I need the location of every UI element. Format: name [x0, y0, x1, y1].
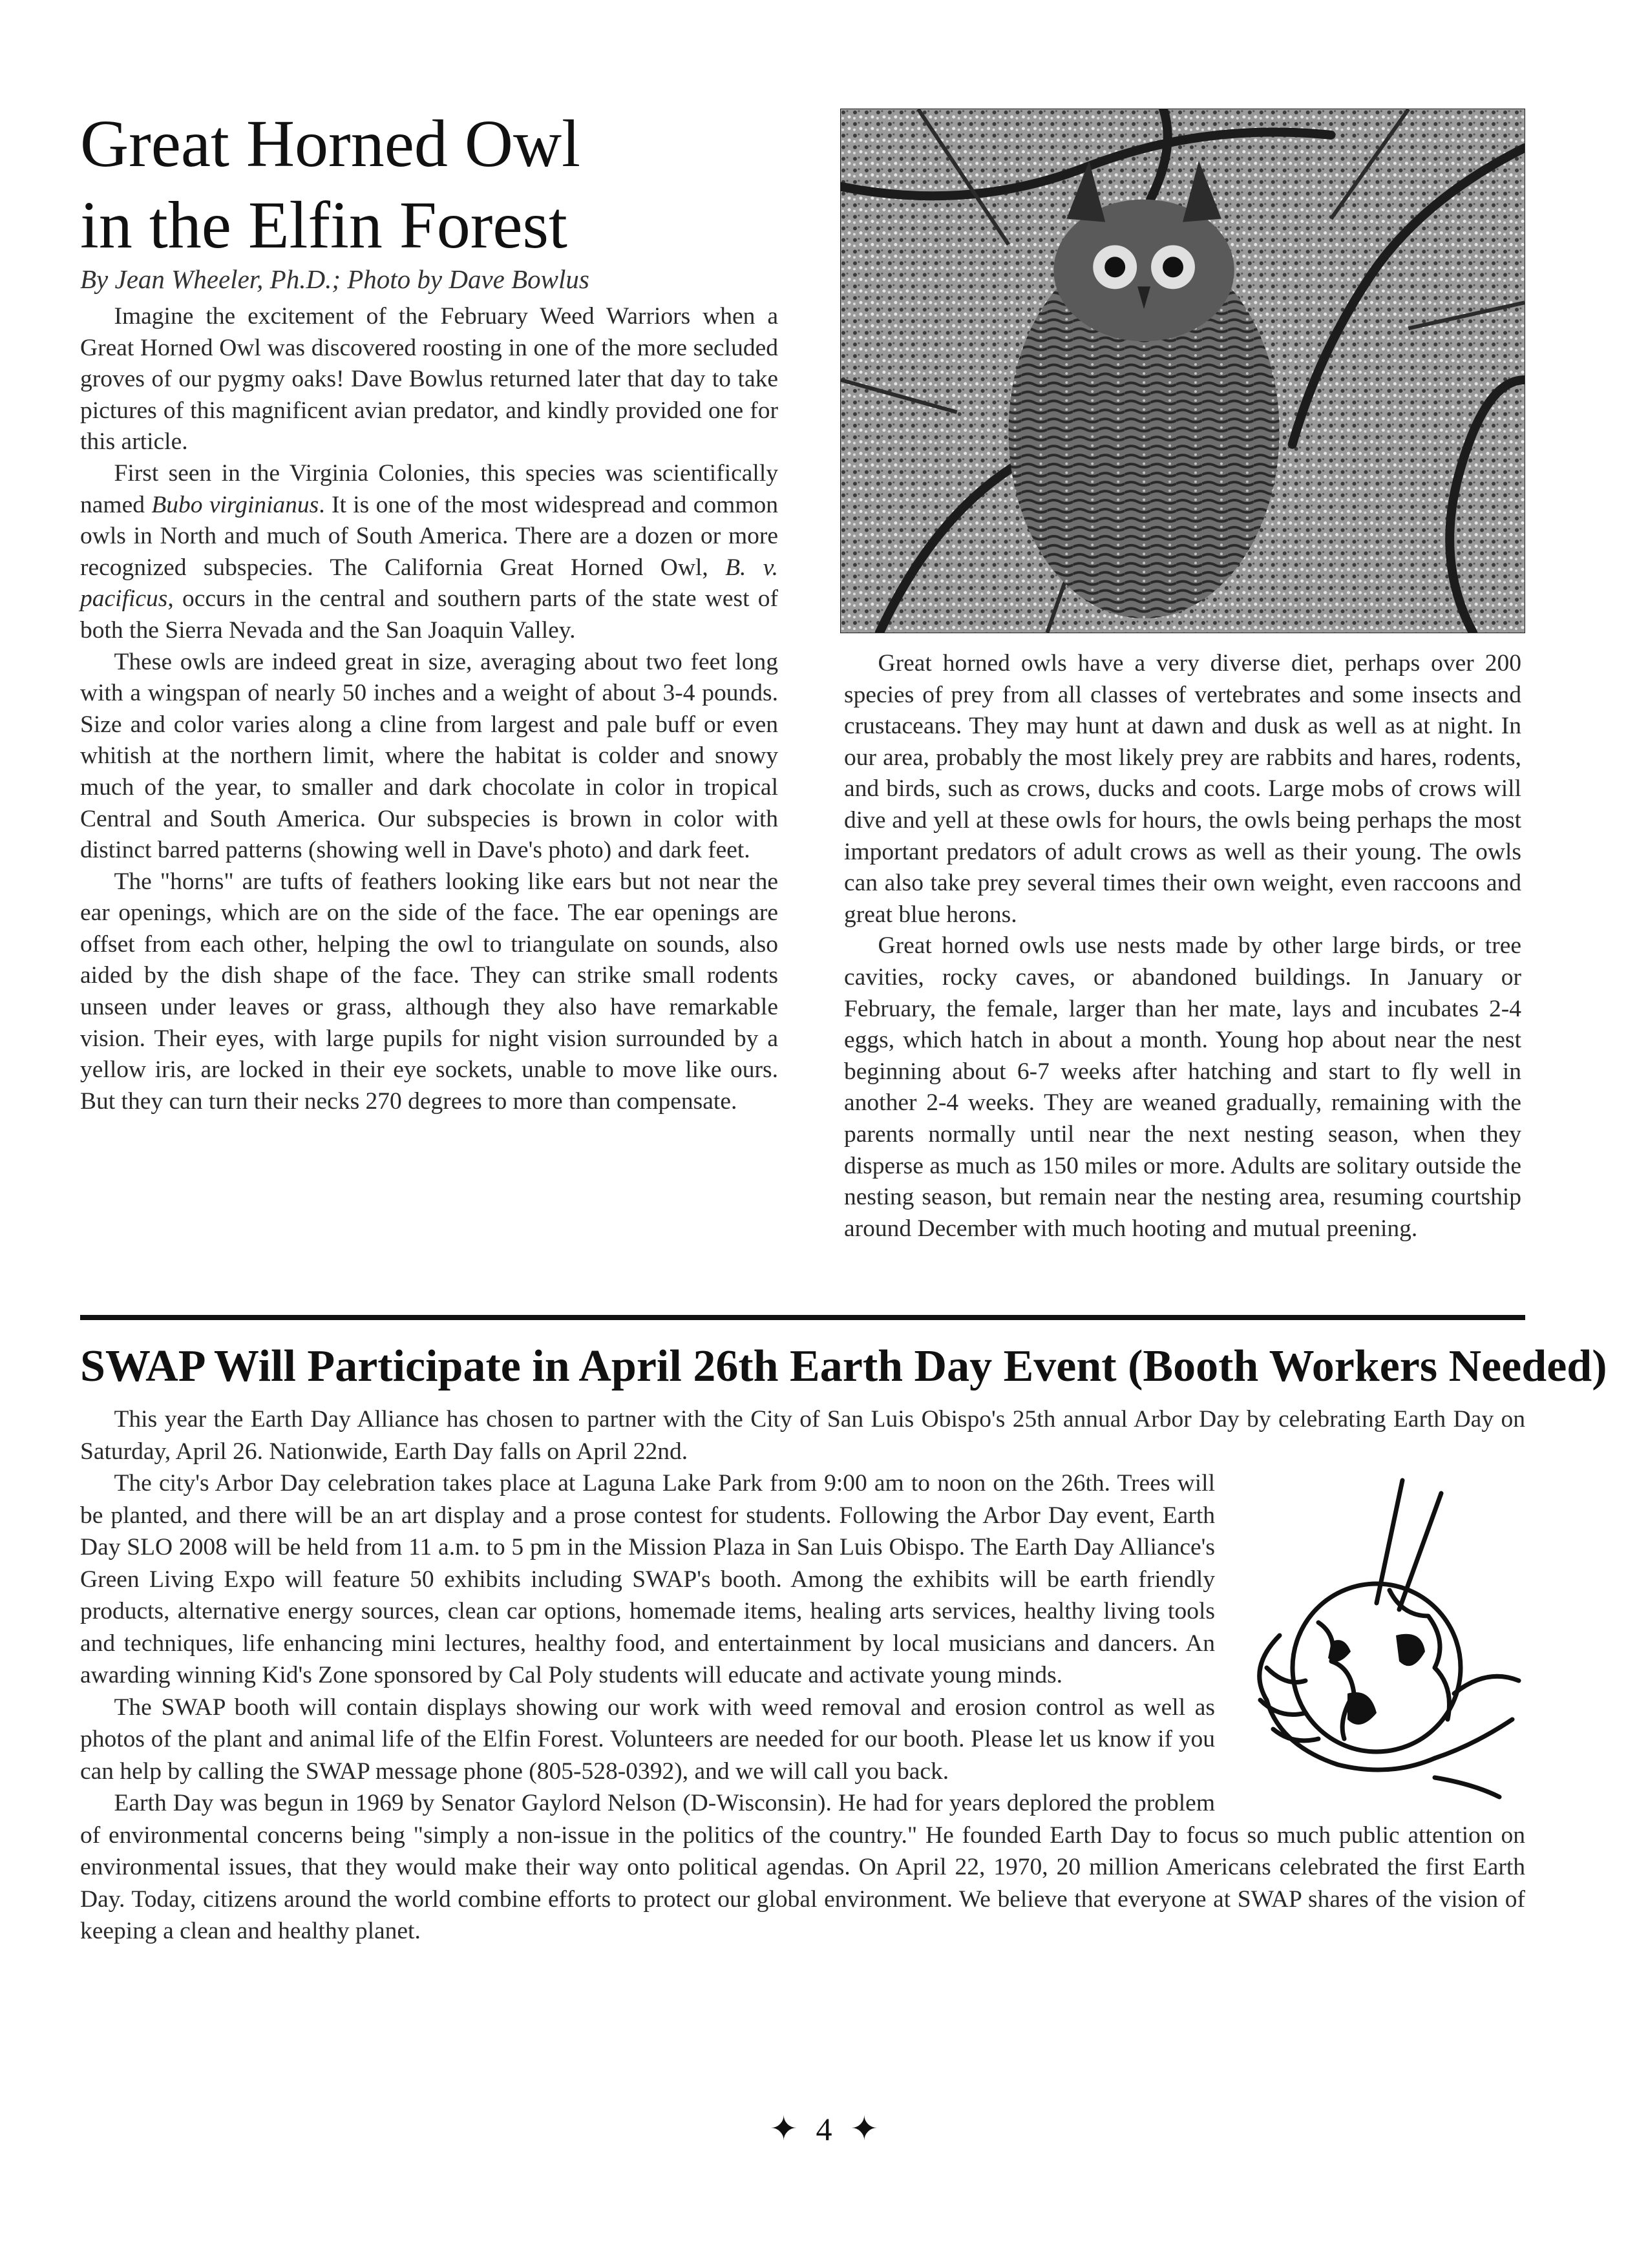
- page-number: 4: [816, 2111, 832, 2147]
- article-title-owl: [80, 103, 804, 266]
- paragraph: The city's Arbor Day celebration takes place at Laguna Lake Park from 9:00 am to noon on the 26th. Trees will be planted, and there will be an art display and a prose contest for students. Following the Arbor Day event, Earth Day SLO 2008 will be held from 11 a.m. to 5 pm in the Mission Plaza in San Luis Obispo. The Earth Day Alliance's Green Living Expo will feature 50 exhibits including SWAP's booth. Among the exhibits will be earth friendly products, alternative energy sources, clean car options, homemade items, healing arts services, healthy living tools and techniques, life enhancing mini lectures, healthy food, and entertainment by local musicians and dancers. An awarding winning Kid's Zone sponsored by Cal Poly students will educate and activate young minds.: [80, 1470, 1215, 1688]
- paragraph: This year the Earth Day Alliance has chosen to partner with the City of San Luis Obispo's 25th annual Arbor Day by celebrating Earth Day on Saturday, April 26. Nationwide, Earth Day falls on April 22nd.: [80, 1406, 1525, 1465]
- byline: By Jean Wheeler, Ph.D.; Photo by Dave Bowlus: [80, 264, 589, 294]
- paragraph: Great horned owls have a very diverse diet, perhaps over 200 species of prey from all classes of vertebrates and some insects and crustaceans. They may hunt at dawn and dusk as well as at night. In our area, probably the most likely prey are rabbits and hares, rodents, and birds, such as crows, ducks and coots. Large mobs of crows will dive and yell at these owls for hours, the owls being perhaps the most important predators of adult crows as well as their young. The owls can also take prey several times their own weight, even raccoons and great blue herons.: [844, 650, 1521, 928]
- paragraph: These owls are indeed great in size, averaging about two feet long with a wingspan of nearly 50 inches and a weight of about 3-4 pounds. Size and color varies along a cline from largest and pale buff or even whitish at the northern limit, where the habitat is colder and snowy much of the year, to smaller and dark chocolate in color in tropical Central and South America. Our subspecies is brown in color with distinct barred patterns (showing well in Dave's photo) and dark feet.: [80, 648, 778, 864]
- title-line-1: Great Horned Owl: [80, 107, 580, 181]
- scientific-name: B. v. pacificus: [80, 554, 778, 613]
- diamond-ornament-icon: ✦: [850, 2111, 879, 2148]
- section-divider: [80, 1315, 1525, 1320]
- scientific-name: Bubo virginianus: [151, 491, 319, 518]
- paragraph: Imagine the excitement of the February Weed Warriors when a Great Horned Owl was discovered roosting in one of the more secluded groves of our pygmy oaks! Dave Bowlus returned later that day to take pictures of this magnificent avian predator, and kindly provided one for this article.: [80, 303, 778, 456]
- text-run: , occurs in the central and southern parts of the state west of both the Sierra Nevada and the San Joaquin Valley.: [80, 585, 778, 644]
- paragraph: Great horned owls use nests made by other large birds, or tree cavities, rocky caves, or abandoned buildings. In January or February, the female, larger than her mate, lays and incubates 2-4 eggs, which hatch in about a month. Young hop about near the nest beginning about 6-7 weeks after hatching and start to fly well in another 2-4 weeks. They are weaned gradually, remaining with the parents normally until near the next nesting season, when they disperse as much as 150 miles or more. Adults are solitary outside the nesting season, but remain near the nesting area, resuming courtship around December with much hooting and mutual preening.: [844, 932, 1521, 1242]
- hands-holding-earth-icon: [1241, 1474, 1525, 1810]
- article-title-earth-day: SWAP Will Participate in April 26th Earth Day Event (Booth Workers Needed): [80, 1341, 1607, 1391]
- page-footer: [0, 2110, 1648, 2148]
- paragraph: The "horns" are tufts of feathers looking like ears but not near the ear openings, which are on the side of the face. The ear openings are offset from each other, helping the owl to triangulate on sounds, also aided by the dish shape of the face. They can strike small rodents unseen under leaves or grass, although they also have remarkable vision. Their eyes, with large pupils for night vision surrounded by a yellow iris, are locked in their eye sockets, unable to move like ours. But they can turn their necks 270 degrees to more than compensate.: [80, 868, 778, 1115]
- earth-day-article-body: [80, 1403, 1525, 1948]
- title-line-2: in the Elfin Forest: [80, 188, 567, 262]
- paragraph: Earth Day was begun in 1969 by Senator Gaylord Nelson (D-Wisconsin). He had for years deplored the problem of environmental concerns being "simply a non-issue in the politics of the country." He founded Earth Day to focus so much public attention on environmental issues, that they would make their way onto political agendas. On April 22, 1970, 20 million Americans celebrated the first Earth Day. Today, citizens around the world combine efforts to protect our global environment. We believe that everyone at SWAP shares of the vision of keeping a clean and healthy planet.: [80, 1790, 1525, 1944]
- owl-article-right-column: [844, 648, 1521, 1244]
- text-run: First seen in the Virginia Colonies, this species was scientifically named: [80, 459, 778, 518]
- paragraph: [80, 458, 778, 647]
- great-horned-owl-photo: [840, 109, 1525, 633]
- diamond-ornament-icon: ✦: [769, 2111, 798, 2148]
- owl-article-left-column: [80, 301, 778, 1117]
- paragraph: The SWAP booth will contain displays showing our work with weed removal and erosion control as well as photos of the plant and animal life of the Elfin Forest. Volunteers are needed for our booth. Please let us know if you can help by calling the SWAP message phone (805-528-0392), and we will call you back.: [80, 1694, 1215, 1785]
- text-run: . It is one of the most widespread and common owls in North and much of South America. There are a dozen or more recognized subspecies. The California Great Horned Owl,: [80, 491, 778, 581]
